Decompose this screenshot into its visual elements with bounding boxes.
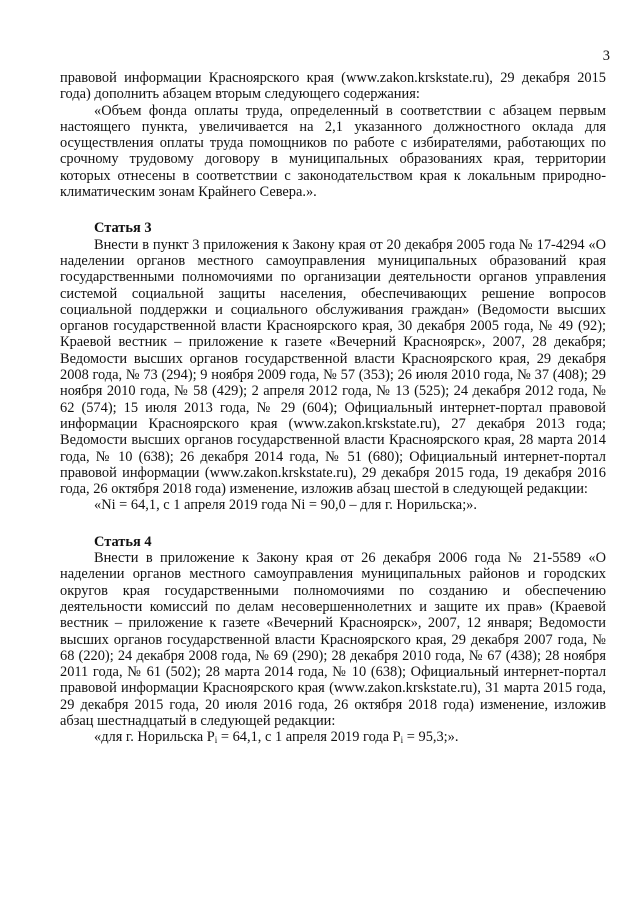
page-number: 3 [602,48,610,64]
article-4-quote [60,729,606,745]
section-gap [60,200,606,220]
article-3-text: Внести в пункт 3 приложения к Закону края от 20 декабря 2005 года № 17-4294 «О наделении органов местного самоуправления муниципальных образований края государственными полномочиями по организации деятельности органов управления системой социальной защиты населения, обеспечивающих решение вопросов социальной поддержки и социального обслуживания граждан» (Ведомости высших органов государственной власти Красноярского края, 30 декабря 2005 года, № 49 (92); Краевой вестник – приложение к газете «Вечерний Красноярск», 2007, 28 декабря; Ведомости высших органов государственной власти Красноярского края, 29 декабря 2008 года, № 73 (294); 9 ноября 2009 года, № 57 (353); 26 июля 2010 года, № 37 (408); 29 ноября 2010 года, № 58 (429); 2 апреля 2012 года, № 13 (525); 24 декабря 2012 года, № 62 (574); 15 июля 2013 года, № 29 (604); Официальный интернет-портал правовой информации Красноярского края (www.zakon.krskstate.ru), 27 декабря 2013 года; Ведомости высших органов государственной власти Красноярского края, 28 марта 2014 года, № 10 (638); 26 декабря 2014 года, № 51 (680); Официальный интернет-портал правовой информации (www.zakon.krskstate.ru), 29 декабря 2015 года, 19 декабря 2016 года, 26 октября 2018 года) изменение, изложив абзац шестой в следующей редакции: [60,236,606,498]
article-4-quote-part3: = 95,3;». [403,729,459,746]
article-4-quote-subscript-2: i [400,735,404,746]
article-4-quote-part1: «для г. Норильска P [94,729,215,746]
article-4-quote-subscript-1: i [214,735,218,746]
article-4-quote-part2: = 64,1, с 1 апреля 2019 года P [217,729,401,746]
document-body [60,70,606,746]
intro-continuation: правовой информации Красноярского края (www.zakon.krskstate.ru), 29 декабря 2015 года) дополнить абзацем вторым следующего содержания: [60,70,606,103]
article-4-heading: Статья 4 [94,533,152,550]
intro-quote: «Объем фонда оплаты труда, определенный в соответствии с абзацем первым настоящего пункта, увеличивается на 2,1 указанного должностного оклада для осуществления оплаты труда помощников по работе с избирателями, работающих по срочному трудовому договору в муниципальных образованиях края, территории которых отнесены в соответствии с законодательством края к локальным природно-климатическим зонам Крайнего Севера.». [60,102,606,201]
article-3-heading: Статья 3 [94,220,152,237]
article-3-quote: «Ni = 64,1, с 1 апреля 2019 года Ni = 90,0 – для г. Норильска;». [94,497,477,514]
section-gap [60,514,606,534]
article-4-text: Внести в приложение к Закону края от 26 декабря 2006 года № 21-5589 «О наделении органов местного самоуправления муниципальных районов и городских округов края государственными полномочиями по созданию и обеспечению деятельности комиссий по делам несовершеннолетних и защите их прав» (Краевой вестник – приложение к газете «Вечерний Красноярск», 2007, 12 января; Ведомости высших органов государственной власти Красноярского края, 29 декабря 2007 года, № 68 (220); 24 декабря 2008 года, № 69 (290); 28 декабря 2010 года, № 67 (438); 28 ноября 2011 года, № 61 (502); 28 марта 2014 года, № 10 (638); Официальный интернет-портал правовой информации Красноярского края (www.zakon.krskstate.ru), 31 марта 2015 года, 29 декабря 2015 года, 20 июля 2016 года, 26 октября 2018 года) изменение, изложив абзац шестнадцатый в следующей редакции: [60,550,606,729]
